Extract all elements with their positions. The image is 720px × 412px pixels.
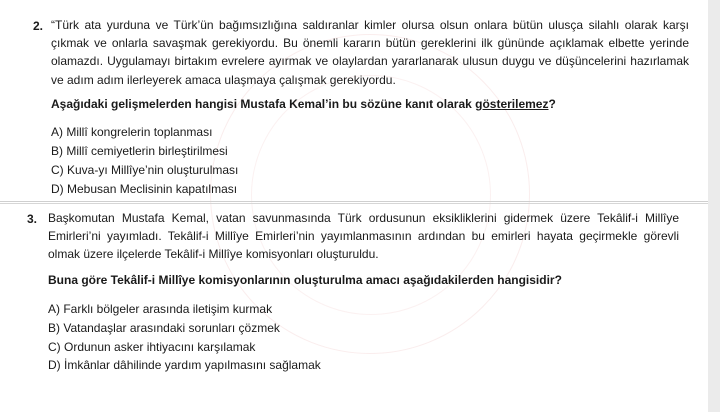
question-2-stem: “Türk ata yurduna ve Türk’ün bağımsızlığına saldıranlar kimler olursa olsun onlara bütün ulusça silahlı olarak karşı çıkmak ve onlarla savaşmak gerekiyordu. Bu önemli kararın bütün gereklerini ilk gününde açıklamak elbette yerinde olamazdı. Uygulamayı birtakım evrelere ayırmak ve olaylardan yararlanarak ulusun duygu ve düşüncelerini hazırlamak ve adım adım ilerleyerek amaca ulaşmaya çalışmak gerekiyordu.	[51, 18, 689, 87]
question-2-prompt	[51, 97, 556, 111]
question-3-stem: Başkomutan Mustafa Kemal, vatan savunmasında Türk ordusunun eksikliklerini gidermek üzere Tekâlif-i Millîye Emirleri’ni yayımladı. Tekâlif-i Millîye Emirleri’nin yayımlanmasının ardından bu emirleri hayata geçirmekle görevli olmak üzere ilçelerde Tekâlif-i Millîye komisyonları oluşturuldu.	[48, 211, 679, 262]
question-3-option-c[interactable]: C) Ordunun asker ihtiyacını karşılamak	[48, 340, 256, 354]
question-2-number: 2.	[33, 19, 44, 33]
question-3-number: 3.	[27, 212, 38, 226]
question-2-prompt-underlined: gösterilemez	[475, 97, 549, 111]
question-3-option-a[interactable]: A) Farklı bölgeler arasında iletişim kurmak	[48, 302, 273, 316]
question-2-option-b[interactable]: B) Millî cemiyetlerin birleştirilmesi	[51, 144, 228, 158]
question-2-prompt-end: ?	[548, 97, 556, 111]
question-2-option-c[interactable]: C) Kuva-yı Millîye’nin oluşturulması	[51, 163, 239, 177]
question-3-prompt: Buna göre Tekâlif-i Millîye komisyonlarının oluşturulma amacı aşağıdakilerden hangisidir?	[48, 273, 562, 287]
question-2-prompt-text: Aşağıdaki gelişmelerden hangisi Mustafa Kemal’in bu sözüne kanıt olarak	[51, 97, 476, 111]
question-2-option-a[interactable]: A) Millî kongrelerin toplanması	[51, 125, 213, 139]
question-3-option-d[interactable]: D) İmkânlar dâhilinde yardım yapılmasını sağlamak	[48, 358, 321, 372]
question-2-option-d[interactable]: D) Mebusan Meclisinin kapatılması	[51, 182, 238, 196]
question-3-option-b[interactable]: B) Vatandaşlar arasındaki sorunları çözmek	[48, 321, 280, 335]
